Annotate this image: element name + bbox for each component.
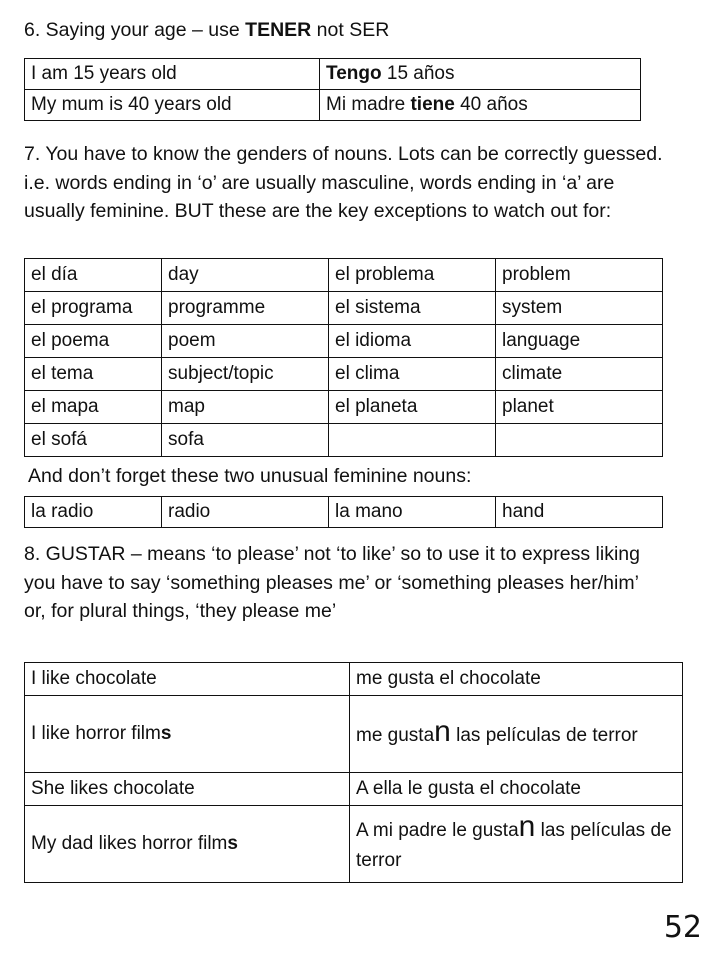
heading-text-end: not SER	[311, 19, 390, 41]
english-noun: programme	[162, 292, 329, 325]
spanish-noun: el tema	[25, 358, 162, 391]
english-noun: hand	[496, 497, 663, 528]
table-row	[25, 90, 641, 121]
table-row	[25, 259, 663, 292]
gustar-table	[24, 662, 683, 883]
table-row	[25, 292, 663, 325]
english-noun: climate	[496, 358, 663, 391]
english-noun: radio	[162, 497, 329, 528]
english-noun: day	[162, 259, 329, 292]
age-table	[24, 58, 641, 121]
english-cell	[25, 806, 350, 883]
table-row	[25, 424, 663, 457]
spanish-noun: la mano	[329, 497, 496, 528]
empty-cell	[496, 424, 663, 457]
spanish-noun: el poema	[25, 325, 162, 358]
spanish-noun: la radio	[25, 497, 162, 528]
english-cell	[25, 696, 350, 773]
feminine-note: And don’t forget these two unusual feminine nouns:	[28, 465, 472, 487]
empty-cell	[329, 424, 496, 457]
table-row	[25, 497, 663, 528]
english-noun: subject/topic	[162, 358, 329, 391]
spanish-cell: A ella le gusta el chocolate	[350, 773, 683, 806]
english-noun: sofa	[162, 424, 329, 457]
english-cell: She likes chocolate	[25, 773, 350, 806]
spanish-noun: el planeta	[329, 391, 496, 424]
table-row	[25, 325, 663, 358]
page-number: 52	[663, 910, 702, 945]
spanish-pre: Mi madre	[326, 94, 411, 115]
bold-word: tiene	[410, 94, 455, 115]
spanish-cell	[320, 59, 641, 90]
spanish-noun: el día	[25, 259, 162, 292]
spanish-noun: el idioma	[329, 325, 496, 358]
heading-text: 6. Saying your age – use	[24, 19, 246, 41]
plural-s: s	[227, 833, 238, 854]
spanish-rest: las películas de terror	[450, 725, 638, 746]
bold-word: Tengo	[326, 63, 382, 84]
plural-n: n	[434, 715, 451, 748]
section-7-paragraph: 7. You have to know the genders of nouns. Lots can be correctly guessed. i.e. words ending in ‘o’ are usually masculine, words ending in ‘a’ are usually feminine. BUT these are the key exceptions to watch out for:	[24, 143, 663, 222]
spanish-noun: el sistema	[329, 292, 496, 325]
plural-n: n	[518, 810, 536, 843]
english-noun: poem	[162, 325, 329, 358]
spanish-noun: el programa	[25, 292, 162, 325]
spanish-noun: el problema	[329, 259, 496, 292]
spanish-cell	[350, 806, 683, 883]
heading-bold-tener: TENER	[245, 19, 312, 41]
english-cell: My mum is 40 years old	[25, 90, 320, 121]
spanish-rest: 15 años	[381, 63, 455, 84]
gender-exceptions-table	[24, 258, 663, 457]
english-noun: planet	[496, 391, 663, 424]
table-row	[25, 59, 641, 90]
spanish-text: me gusta	[356, 725, 435, 746]
spanish-rest: las películas de terror	[356, 820, 672, 871]
section-8-paragraph: 8. GUSTAR – means ‘to please’ not ‘to like’ so to use it to express liking you have to say ‘something pleases me’ or ‘something pleases her/him’ or, for plural things, ‘they please me’	[24, 543, 640, 622]
english-noun: problem	[496, 259, 663, 292]
spanish-cell	[320, 90, 641, 121]
english-noun: system	[496, 292, 663, 325]
english-cell: I am 15 years old	[25, 59, 320, 90]
english-noun: language	[496, 325, 663, 358]
feminine-nouns-table	[24, 496, 663, 528]
table-row	[25, 806, 683, 883]
english-text: My dad likes horror film	[31, 833, 228, 854]
table-row	[25, 663, 683, 696]
section-6-heading	[24, 16, 389, 44]
spanish-cell	[350, 696, 683, 773]
plural-s: s	[160, 723, 172, 744]
english-cell: I like chocolate	[25, 663, 350, 696]
spanish-noun: el sofá	[25, 424, 162, 457]
table-row	[25, 358, 663, 391]
spanish-noun: el clima	[329, 358, 496, 391]
spanish-rest: 40 años	[454, 94, 528, 115]
spanish-text: A mi padre le gusta	[356, 820, 519, 841]
table-row	[25, 773, 683, 806]
english-noun: map	[162, 391, 329, 424]
english-text: I like horror film	[31, 723, 161, 744]
spanish-cell: me gusta el chocolate	[350, 663, 683, 696]
table-row	[25, 696, 683, 773]
table-row	[25, 391, 663, 424]
spanish-noun: el mapa	[25, 391, 162, 424]
